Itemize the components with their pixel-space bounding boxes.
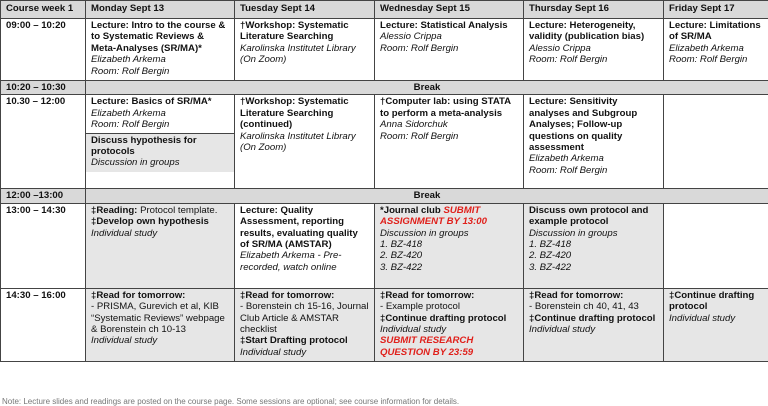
session-cell bbox=[664, 288, 768, 361]
note: Discussion in groups bbox=[529, 227, 618, 239]
lecturer: Elizabeth Arkema bbox=[91, 107, 166, 119]
group-room: 1. BZ-418 bbox=[380, 239, 423, 251]
task: ‡Continue drafting protocol bbox=[529, 312, 656, 324]
session-cell bbox=[235, 95, 375, 189]
session-title: Lecture: Intro to the course & to Systematic Reviews & Meta-Analyses (SR/MA)* bbox=[91, 20, 226, 54]
session-cell bbox=[86, 19, 235, 81]
session-cell bbox=[524, 288, 664, 361]
group-discussion-block bbox=[86, 133, 234, 172]
session-title: ‡Read for tomorrow: bbox=[91, 289, 186, 301]
session-cell bbox=[375, 288, 524, 361]
venue: Karolinska Institutet Library bbox=[240, 130, 356, 142]
table-row bbox=[1, 203, 768, 288]
lecturer: Elizabeth Arkema bbox=[529, 153, 604, 165]
room: Room: Rolf Bergin bbox=[529, 164, 608, 176]
room: Room: Rolf Bergin bbox=[91, 119, 170, 131]
room: Room: Rolf Bergin bbox=[669, 54, 748, 66]
session-title: Lecture: Sensitivity analyses and Subgroup Analyses; Follow-up questions on quality assessment bbox=[529, 96, 638, 154]
header-day-monday: Monday Sept 13 bbox=[86, 1, 235, 19]
note: (On Zoom) bbox=[240, 54, 287, 66]
session-title: Lecture: Basics of SR/MA* bbox=[91, 96, 212, 108]
session-title: Discuss own protocol and example protocol bbox=[529, 204, 649, 228]
task: ‡Start Drafting protocol bbox=[240, 335, 348, 347]
time-cell: 14:30 – 16:00 bbox=[1, 288, 86, 361]
room: Room: Rolf Bergin bbox=[529, 54, 608, 66]
session-cell bbox=[524, 203, 664, 288]
group-room: 2. BZ-420 bbox=[529, 250, 572, 262]
reading-label: ‡Reading: bbox=[91, 204, 138, 216]
deadline-alert: SUBMIT ASSIGNMENT BY 13:00 bbox=[380, 204, 487, 228]
header-day-wednesday: Wednesday Sept 15 bbox=[375, 1, 524, 19]
session-cell bbox=[375, 95, 524, 189]
session-cell bbox=[375, 203, 524, 288]
note: (On Zoom) bbox=[240, 142, 287, 154]
session-cell bbox=[664, 19, 768, 81]
session-subtitle: Discuss hypothesis for protocols bbox=[91, 134, 197, 158]
break-row bbox=[1, 189, 768, 203]
session-cell bbox=[664, 203, 768, 288]
note: Individual study bbox=[529, 324, 596, 336]
group-room: 1. BZ-418 bbox=[529, 239, 572, 251]
reading-text: Protocol template. bbox=[140, 204, 218, 216]
lecturer: Elizabeth Arkema bbox=[669, 42, 744, 54]
note: Individual study bbox=[240, 346, 307, 358]
room: Room: Rolf Bergin bbox=[380, 42, 459, 54]
session-title: Lecture: Statistical Analysis bbox=[380, 20, 508, 31]
group-room: 3. BZ-422 bbox=[380, 261, 423, 273]
lecturer: Elizabeth Arkema bbox=[91, 54, 166, 66]
room: Room: Rolf Bergin bbox=[91, 65, 170, 77]
deadline-alert: SUBMIT RESEARCH QUESTION BY 23:59 bbox=[380, 335, 474, 358]
session-title: Lecture: Heterogeneity, validity (publication bias) bbox=[529, 20, 645, 43]
session-title: ‡Read for tomorrow: bbox=[240, 289, 335, 301]
lecturer: Anna Sidorchuk bbox=[380, 119, 448, 131]
break-row bbox=[1, 81, 768, 95]
table-row bbox=[1, 19, 768, 81]
session-cell bbox=[86, 288, 235, 361]
reading-item: - PRISMA, Gurevich et al, KIB “Systematic Reviews” webpage & Borenstein ch 10-13 bbox=[91, 301, 225, 336]
session-title: †Computer lab: using STATA to perform a meta-analysis bbox=[380, 96, 511, 119]
lecturer: Elizabeth Arkema - Pre-recorded, watch online bbox=[240, 250, 342, 273]
session-cell bbox=[235, 203, 375, 288]
venue: Karolinska Institutet Library bbox=[240, 42, 356, 54]
session-cell bbox=[235, 19, 375, 81]
session-cell bbox=[86, 95, 235, 189]
group-room: 2. BZ-420 bbox=[380, 250, 423, 262]
reading-item: - Borenstein ch 40, 41, 43 bbox=[529, 301, 639, 313]
time-cell: 10:20 – 10:30 bbox=[1, 81, 86, 95]
break-label: Break bbox=[86, 81, 768, 95]
session-title: †Workshop: Systematic Literature Searching (continued) bbox=[240, 96, 349, 131]
header-day-thursday: Thursday Sept 16 bbox=[524, 1, 664, 19]
session-title: Lecture: Limitations of SR/MA bbox=[669, 20, 761, 43]
note: Individual study bbox=[380, 324, 447, 336]
session-cell bbox=[86, 203, 235, 288]
session-title: ‡Read for tomorrow: bbox=[529, 289, 624, 301]
lecturer: Alessio Crippa bbox=[380, 31, 442, 43]
room: Room: Rolf Bergin bbox=[380, 130, 459, 142]
header-course: Course week 1 bbox=[1, 1, 86, 19]
break-label: Break bbox=[86, 189, 768, 203]
session-cell bbox=[375, 19, 524, 81]
table-row bbox=[1, 95, 768, 189]
header-day-friday: Friday Sept 17 bbox=[664, 1, 768, 19]
table-row bbox=[1, 288, 768, 361]
time-cell: 09:00 – 10:20 bbox=[1, 19, 86, 81]
session-cell bbox=[524, 19, 664, 81]
session-title: †Workshop: Systematic Literature Searching bbox=[240, 20, 349, 43]
reading-item: - Example protocol bbox=[380, 301, 460, 313]
time-cell: 10.30 – 12:00 bbox=[1, 95, 86, 189]
header-day-tuesday: Tuesday Sept 14 bbox=[235, 1, 375, 19]
time-cell: 13:00 – 14:30 bbox=[1, 203, 86, 288]
header-row bbox=[1, 1, 768, 19]
session-title: *Journal club bbox=[380, 204, 441, 216]
session-title: Lecture: Quality Assessment, reporting results, evaluating quality of SR/MA (AMSTAR) bbox=[240, 204, 358, 251]
footnote: Note: Lecture slides and readings are posted on the course page. Some sessions are optional; see course information for details. bbox=[2, 397, 460, 406]
session-title: ‡Continue drafting protocol bbox=[669, 289, 755, 313]
group-room: 3. BZ-422 bbox=[529, 261, 572, 273]
note: Individual study bbox=[91, 227, 158, 239]
note: Discussion in groups bbox=[91, 157, 180, 169]
note: Individual study bbox=[91, 335, 158, 347]
lecturer: Alessio Crippa bbox=[529, 42, 591, 54]
task: ‡Continue drafting protocol bbox=[380, 312, 507, 324]
session-title: ‡Develop own hypothesis bbox=[91, 216, 209, 228]
session-cell bbox=[235, 288, 375, 361]
note: Discussion in groups bbox=[380, 227, 469, 239]
session-title: ‡Read for tomorrow: bbox=[380, 289, 475, 301]
time-cell: 12:00 –13:00 bbox=[1, 189, 86, 203]
note: Individual study bbox=[669, 312, 736, 324]
session-cell bbox=[524, 95, 664, 189]
session-cell bbox=[664, 95, 768, 189]
reading-item: - Borenstein ch 15-16, Journal Club Article & AMSTAR checklist bbox=[240, 301, 369, 336]
